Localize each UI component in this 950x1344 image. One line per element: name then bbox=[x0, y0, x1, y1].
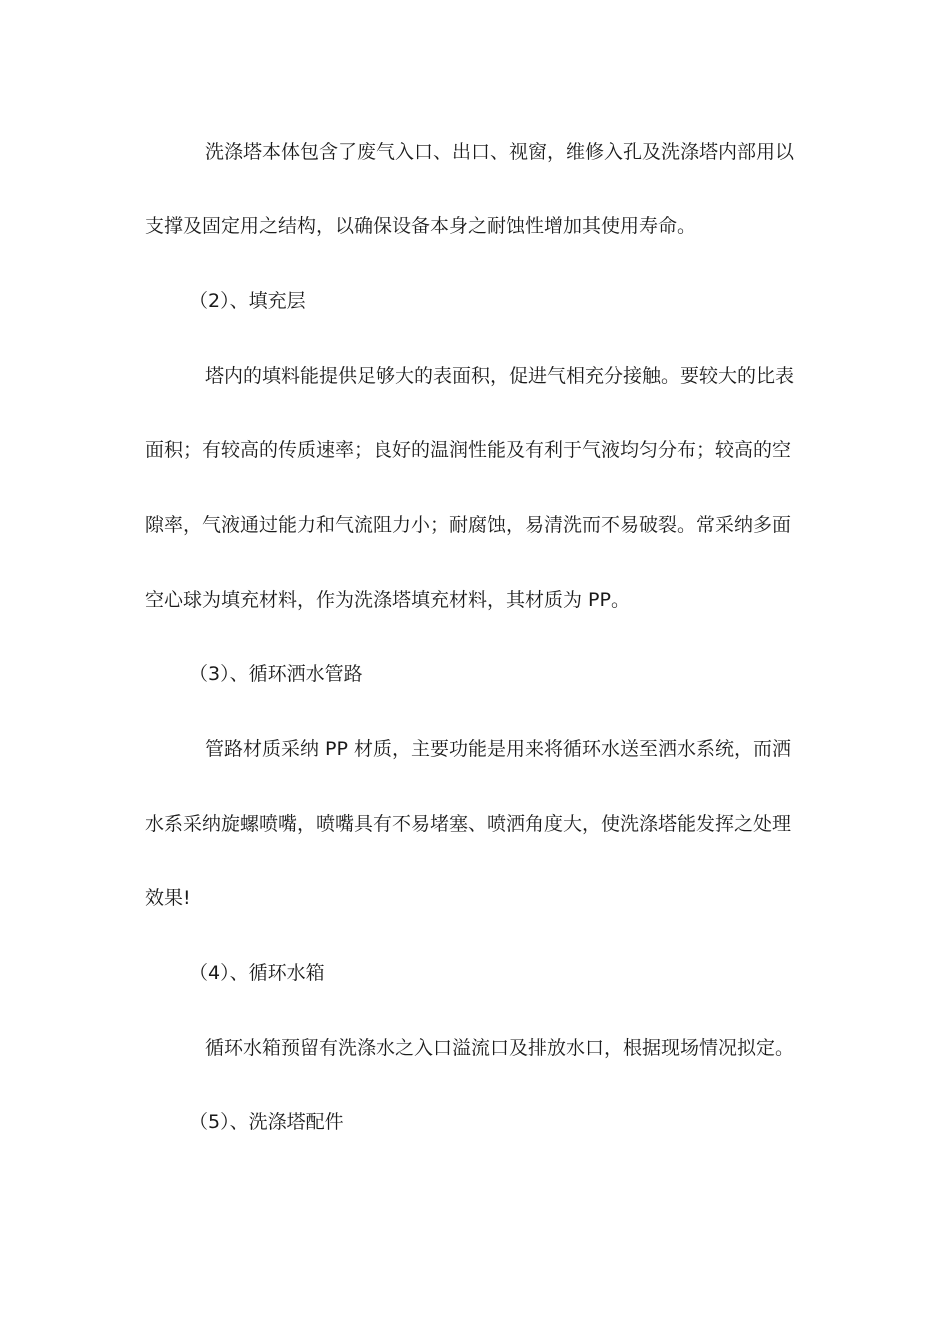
paragraph-line: 循环水箱预留有洗涤水之入口溢流口及排放水口，根据现场情况拟定。 bbox=[205, 1037, 795, 1059]
paragraph-line: 隙率，气液通过能力和气流阻力小；耐腐蚀，易清洗而不易破裂。常采纳多面 bbox=[145, 514, 792, 536]
paragraph-line: 面积；有较高的传质速率；良好的温润性能及有利于气液均匀分布；较高的空 bbox=[145, 439, 792, 461]
section-heading-packing-layer: （2）、填充层 bbox=[189, 290, 306, 312]
section-heading-spray-pipeline: （3）、循环洒水管路 bbox=[189, 663, 363, 685]
paragraph-line: 支撑及固定用之结构，以确保设备本身之耐蚀性增加其使用寿命。 bbox=[145, 215, 697, 237]
paragraph-line: 效果! bbox=[145, 887, 191, 909]
paragraph-line: 空心球为填充材料，作为洗涤塔填充材料，其材质为 PP。 bbox=[145, 589, 630, 611]
paragraph-line: 塔内的填料能提供足够大的表面积，促进气相充分接触。要较大的比表 bbox=[205, 365, 795, 387]
paragraph-line: 管路材质采纳 PP 材质，主要功能是用来将循环水送至洒水系统，而洒 bbox=[205, 738, 791, 760]
section-heading-water-tank: （4）、循环水箱 bbox=[189, 962, 325, 984]
paragraph-line: 水系采纳旋螺喷嘴，喷嘴具有不易堵塞、喷洒角度大，使洗涤塔能发挥之处理 bbox=[145, 813, 792, 835]
section-heading-accessories: （5）、洗涤塔配件 bbox=[189, 1111, 344, 1133]
paragraph-line: 洗涤塔本体包含了废气入口、出口、视窗，维修入孔及洗涤塔内部用以 bbox=[205, 141, 795, 163]
